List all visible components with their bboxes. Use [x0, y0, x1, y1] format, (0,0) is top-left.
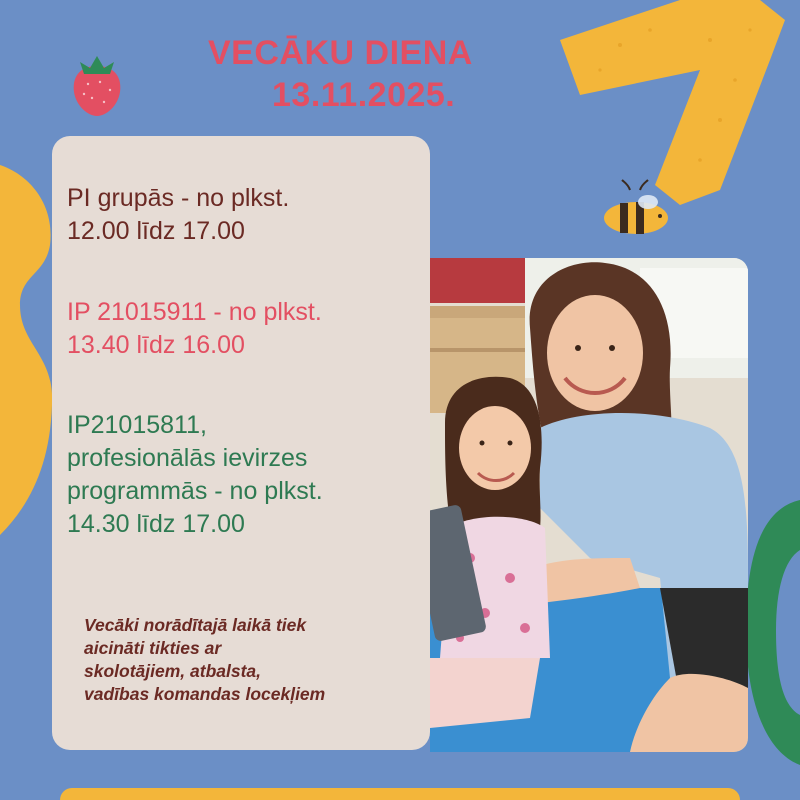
schedule-pi — [67, 182, 289, 248]
strawberry-icon — [70, 48, 124, 118]
schedule-pi-line-1: PI grupās - no plkst. — [67, 184, 290, 212]
schedule-ip1-line-1: IP 21015911 - no plkst. — [67, 298, 322, 326]
schedule-pi-line-2: 12.00 līdz 17.00 — [67, 217, 245, 245]
bottom-yellow-strip — [60, 788, 740, 800]
schedule-ip2-line-3: programmās - no plkst. — [67, 477, 323, 505]
title-line-1: VECĀKU DIENA — [208, 34, 473, 72]
teacher-child-tablet-photo — [430, 258, 748, 752]
parents-note-line-2: aicināti tikties ar — [84, 638, 222, 658]
bee-icon — [600, 178, 672, 240]
event-date: 13.11.2025. — [272, 76, 456, 114]
parents-note-line-1: Vecāki norādītajā laikā tiek — [84, 615, 307, 635]
parents-note-line-4: vadības komandas locekļiem — [84, 684, 326, 704]
schedule-ip2 — [67, 409, 323, 541]
schedule-ip1 — [67, 296, 322, 362]
schedule-ip2-line-2: profesionālās ievirzes — [67, 444, 308, 472]
parents-note — [84, 614, 424, 706]
schedule-ip2-line-1: IP21015811, — [67, 411, 207, 439]
schedule-ip1-line-2: 13.40 līdz 16.00 — [67, 331, 245, 359]
schedule-card — [52, 136, 430, 750]
yellow-number-shape — [560, 0, 800, 210]
parents-note-line-3: skolotājiem, atbalsta, — [84, 661, 262, 681]
green-ring-shape — [746, 480, 800, 780]
schedule-ip2-line-4: 14.30 līdz 17.00 — [67, 510, 245, 538]
yellow-blob-left — [0, 165, 60, 535]
